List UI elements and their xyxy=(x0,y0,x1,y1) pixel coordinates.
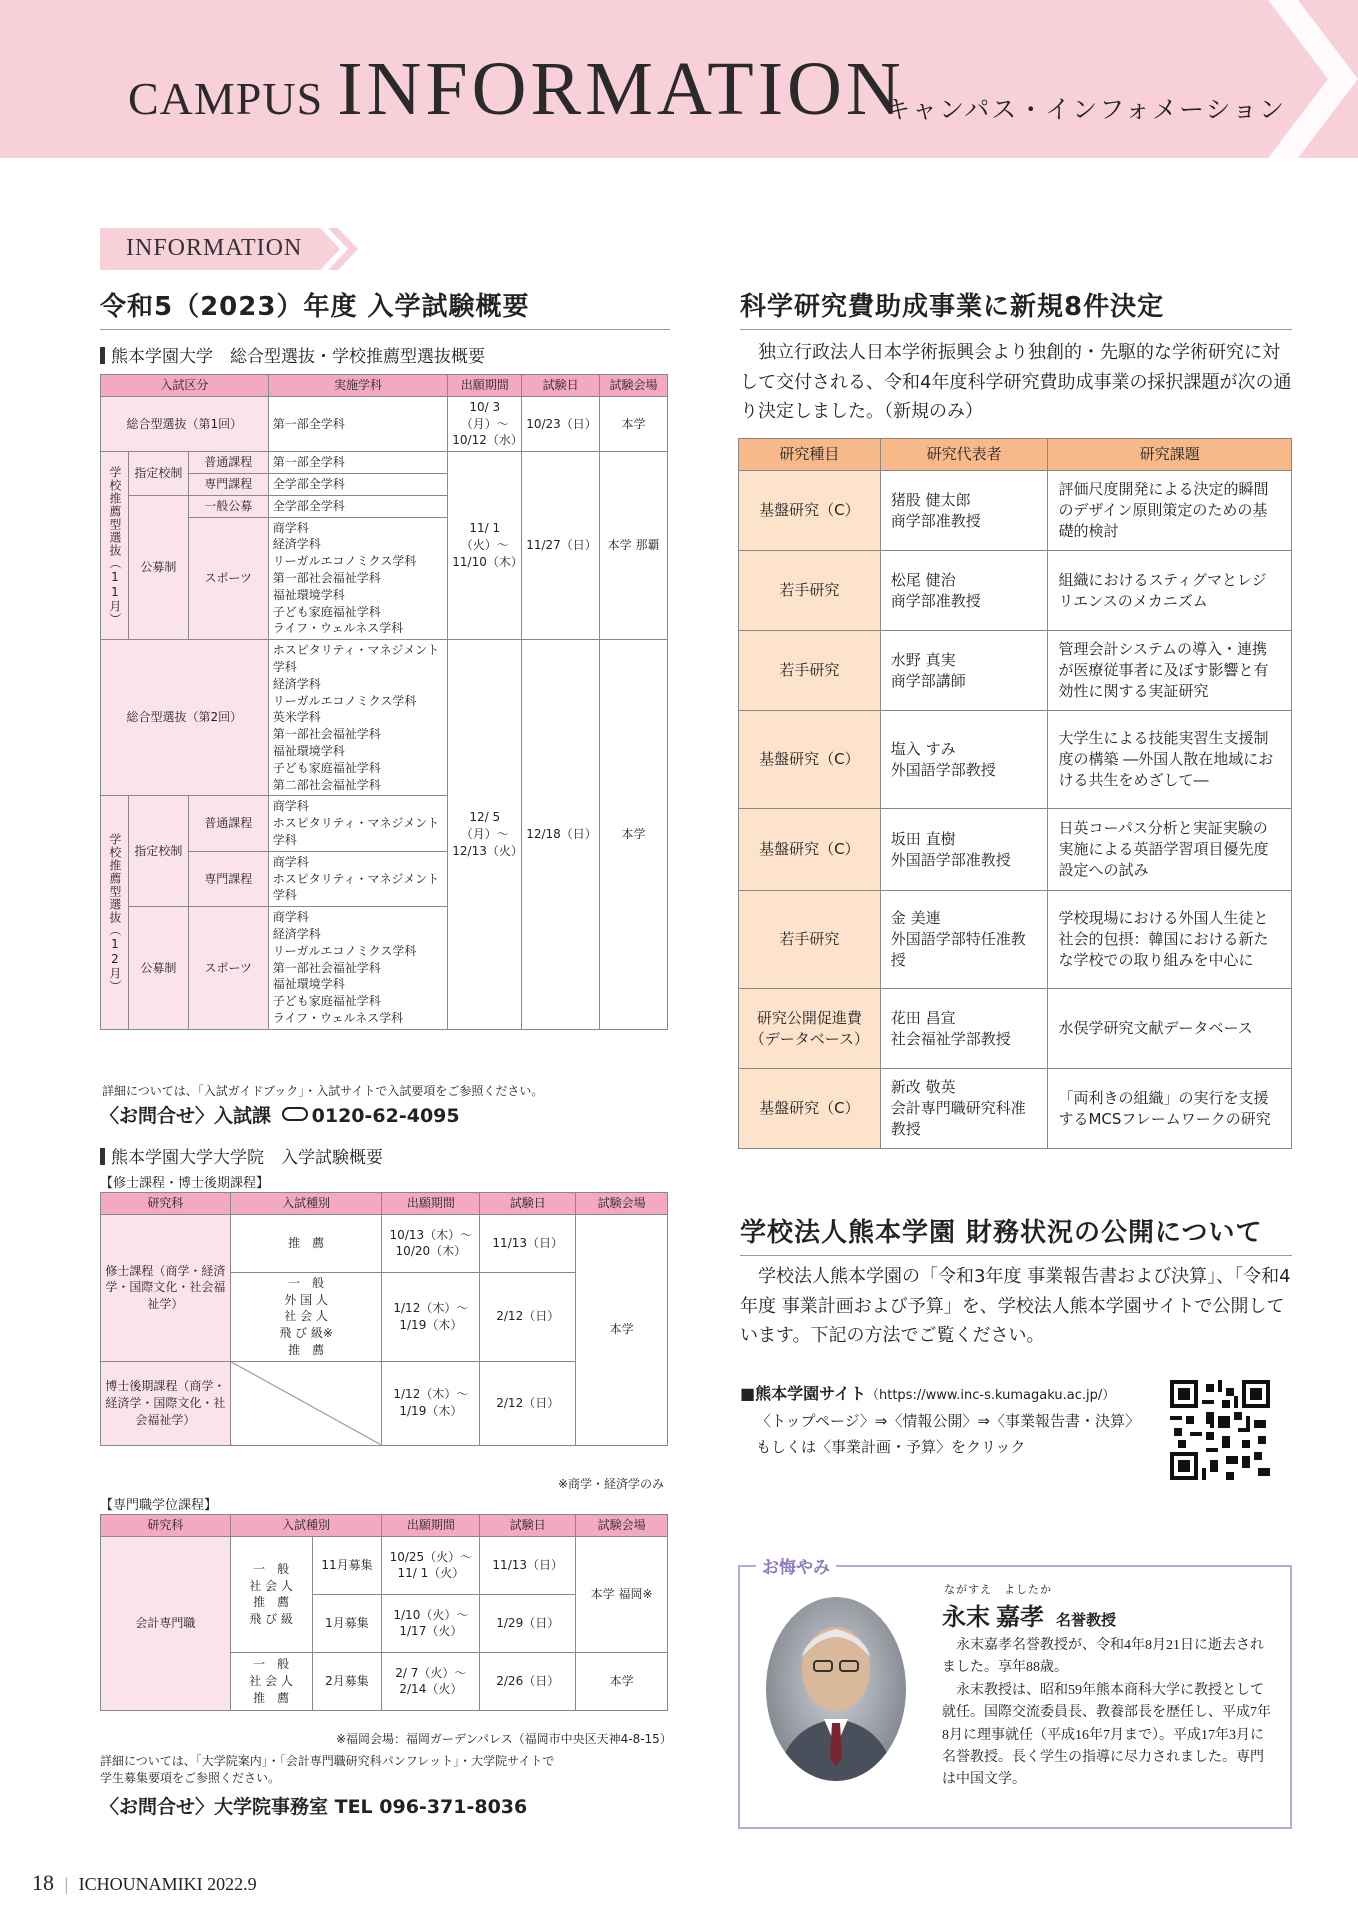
page-number: 18 xyxy=(32,1870,54,1895)
qr-code-icon[interactable] xyxy=(1170,1380,1270,1480)
info-tag: INFORMATION xyxy=(100,228,358,270)
grad-subtitle: 熊本学園大学大学院 入学試験概要 xyxy=(100,1143,383,1168)
portrait-icon xyxy=(766,1597,906,1781)
kaken-row: 基盤研究（C） 塩入 すみ 外国語学部教授 大学生による技能実習生支援制度の構築 ―外国人散在地域における共生をめざして― xyxy=(739,711,1292,809)
grad-contact: 〈お問合せ〉大学院事務室 TEL 096-371-8036 xyxy=(100,1796,528,1818)
site-url-link[interactable]: （https://www.inc-s.kumagaku.ac.jp/） xyxy=(866,1388,1116,1403)
kaken-row: 若手研究 金 美連 外国語学部特任准教授 学校現場における外国人生徒と社会的包摂：韓国における新たな学校での取り組みを中心に xyxy=(739,891,1292,989)
grad-exam-table: 研究科 入試種別 出願期間 試験日 試験会場 修士課程（商学・経済学・国際文化・社会福祉学） 推 薦 10/13（木）〜 10/20（木） 11/13（日） 本学 一 般 外 国 人 社 会 人 飛 び 級※ 推 薦 1/12（木）〜 1/19（木） 2/12（日） 博士後期課程（商学・経済学・国際文化・社会福祉学） 1/12（木）〜 1/19（木） 2/12（日） xyxy=(100,1192,668,1446)
univ-note: 詳細については、「入試ガイドブック」・入試サイトで入試要項をご参照ください。 xyxy=(102,1084,544,1098)
obituary-ruby: ながすえ よしたか xyxy=(944,1584,1052,1596)
master-label: 【修士課程・博士後期課程】 xyxy=(100,1176,270,1191)
finance-section-title: 学校法人熊本学園 財務状況の公開について xyxy=(740,1212,1292,1256)
obituary-name: 永末 嘉孝 名誉教授 xyxy=(942,1605,1117,1631)
kaken-row: 若手研究 松尾 健治 商学部准教授 組織におけるスティグマとレジリエンスのメカニズム xyxy=(739,551,1292,631)
footer-divider: | xyxy=(64,1874,69,1894)
header-chevron-icon xyxy=(1268,0,1358,158)
diagonal-cell xyxy=(230,1361,382,1445)
finance-intro: 学校法人熊本学園の「令和3年度 事業報告書および決算」、「令和4年度 事業計画および予算」を、学校法人熊本学園サイトで公開しています。下記の方法でご覧ください。 xyxy=(740,1266,1291,1347)
prof-note: ※福岡会場：福岡ガーデンパレス（福岡市中央区天神4-8-15） xyxy=(336,1732,672,1746)
kaken-row: 基盤研究（C） 新改 敬英 会計専門職研究科准教授 「両利きの組織」の実行を支援するMCSフレームワークの研究 xyxy=(739,1069,1292,1149)
footer xyxy=(32,1870,257,1896)
free-dial-icon xyxy=(282,1107,308,1121)
master-note: ※商学・経済学のみ xyxy=(558,1477,665,1491)
obituary-text: 永末嘉孝名誉教授が、令和4年8月21日に逝去されました。享年88歳。 永末教授は、昭和59年熊本商科大学に教授として就任。国際交流委員長、教養部長を歴任し、平成7年8月に理事就任（平成16年7月まで）。平成17年3月に名誉教授。長く学生の指導に尽力されました。専門は中国文学。 xyxy=(942,1638,1271,1788)
grad-note-1: 詳細については、「大学院案内」・「会計専門職研究科パンフレット」・大学院サイトで xyxy=(100,1754,555,1768)
kaken-intro: 独立行政法人日本学術振興会より独創的・先駆的な学術研究に対して交付される、令和4年度科学研究費助成事業の採択課題が次の通り決定しました。（新規のみ） xyxy=(740,342,1292,423)
exam-section-title: 令和5（2023）年度 入学試験概要 xyxy=(100,286,670,330)
portrait-photo xyxy=(766,1597,906,1781)
kaken-row: 研究公開促進費（データベース） 花田 昌宣 社会福祉学部教授 水俣学研究文献データベース xyxy=(739,989,1292,1069)
kaken-table: 研究種目 研究代表者 研究課題 基盤研究（C） 猪股 健太郎 商学部准教授 評価尺度開発による決定的瞬間のデザイン原則策定のための基礎的検討 若手研究 松尾 健治 商学部准教授 組織におけるスティグマとレジリエンスのメカニズム 若手研究 水野 真実 商学部講師 管理会計システムの導入・連携が医療従事者に及ぼす影響と有効性に関する実証研究 基盤研究（C） 塩入 すみ 外国語学部教授 大学生による技能実習生支援制度の構築 ―外国人散在地域における共生をめざして― 基盤研究（C） 坂田 直樹 外国語学部准教授 日英コーパス分析と実証実験の実施による英語学習項目優先度設定への試み 若手研究 金 美連 外国語学部特任准教授 学校現場における外国人生徒と社会的包摂：韓国における新たな学校での取り組みを中心に 研究公開促進費（データベース） 花田 昌宣 社会福祉学部教授 水俣学研究文献データベース 基盤研究（C） 新改 敬英 会計専門職研究科准教授 「両利きの組織」の実行を支援するMCSフレームワークの研究 xyxy=(738,438,1292,1149)
prof-label: 【専門職学位課程】 xyxy=(100,1498,218,1513)
finance-site: ■熊本学園サイト（https://www.inc-s.kumagaku.ac.jp/） 〈トップページ〉⇒〈情報公開〉⇒〈事業報告書・決算〉 もしくは〈事業計画・予算〉をクリック xyxy=(740,1384,1140,1457)
page-title: CAMPUS INFORMATION xyxy=(128,47,905,131)
obituary-label: お悔やみ xyxy=(756,1553,836,1578)
univ-contact: 〈お問合せ〉入試課 0120-62-4095 xyxy=(100,1105,460,1127)
page-subtitle: キャンパス・インフォメーション xyxy=(885,95,1287,124)
univ-subtitle: 熊本学園大学 総合型選抜・学校推薦型選抜概要 xyxy=(100,342,485,367)
prof-exam-table: 研究科 入試種別 出願期間 試験日 試験会場 会計専門職 一 般 社 会 人 推 薦 飛 び 級 11月募集 10/25（火）〜 11/ 1（火） 11/13（日） 本学 福岡※ 1月募集 1/10（火）〜 1/17（火） 1/29（日） 一 般 社 会 人 推 薦 2月募集 2/ 7（火）〜 2/14（火） 2/26（日） 本学 xyxy=(100,1514,668,1711)
univ-exam-table: 入試区分 実施学科 出願期間 試験日 試験会場 総合型選抜（第1回） 第一部全学科 10/ 3（月）〜 10/12（水） 10/23（日） 本学 学校推薦型選抜（11月） 指定校制 普通課程 第一部全学科 11/ 1（火）〜 11/10（木） 11/27（日） 本学 那覇 専門課程 全学部全学科 公募制 一般公募 全学部全学科 スポーツ 商学科 経済学科 リーガルエコノミクス学科 第一部社会福祉学科 福祉環境学科 子ども家庭福祉学科 ライフ・ウェルネス学科 総合型選抜（第2回） ホスピタリティ・マネジメント学科 経済学科 リーガルエコノミクス学科 英米学科 第一部社会福祉学科 福祉環境学科 子ども家庭福祉学科 第二部社会福祉学科 12/ 5（月）〜 12/13（火） 12/18（日） 本学 学校推薦型選抜（12月） 指定校制 普通課程 商学科 ホスピタリティ・マネジメント学科 専門課程 商学科 ホスピタリティ・マネジメント学科 公募制 スポーツ 商学科 経済学科 リーガルエコノミクス学科 第一部社会福祉学科 福祉環境学科 子ども家庭福祉学科 ライフ・ウェルネス学科 xyxy=(100,374,668,1030)
kaken-row: 若手研究 水野 真実 商学部講師 管理会計システムの導入・連携が医療従事者に及ぼす影響と有効性に関する実証研究 xyxy=(739,631,1292,711)
kaken-section-title: 科学研究費助成事業に新規8件決定 xyxy=(740,286,1292,330)
grad-note-2: 学生募集要項をご参照ください。 xyxy=(100,1771,281,1785)
kaken-row: 基盤研究（C） 坂田 直樹 外国語学部准教授 日英コーパス分析と実証実験の実施による英語学習項目優先度設定への試み xyxy=(739,809,1292,891)
obituary-box xyxy=(738,1558,1292,1829)
magazine-name: ICHOUNAMIKI 2022.9 xyxy=(78,1874,257,1894)
kaken-row: 基盤研究（C） 猪股 健太郎 商学部准教授 評価尺度開発による決定的瞬間のデザイン原則策定のための基礎的検討 xyxy=(739,471,1292,551)
